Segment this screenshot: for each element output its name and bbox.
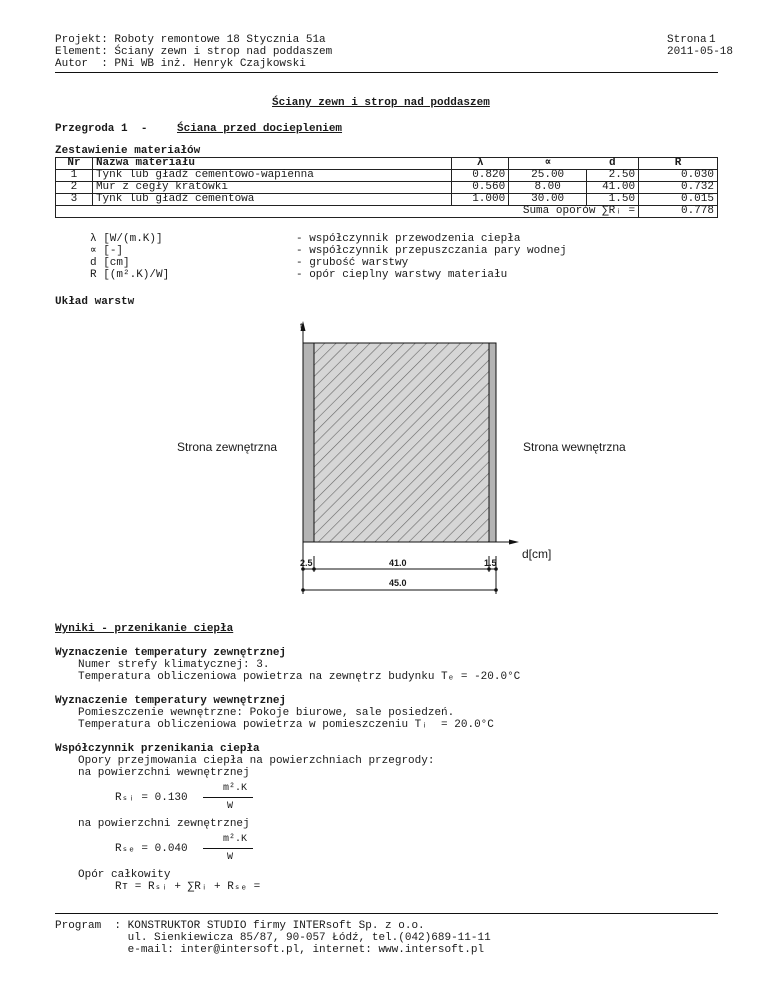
rse-unit-num: m².K bbox=[223, 834, 248, 845]
ext-temp-heading: Wyznaczenie temperatury zewnętrznej bbox=[55, 647, 287, 659]
int-temp-heading: Wyznaczenie temperatury wewnętrznej bbox=[55, 695, 287, 707]
page-number: 1 bbox=[709, 34, 716, 46]
dim-total: 45.0 bbox=[389, 578, 407, 588]
legend-desc: - współczynnik przewodzenia ciepła bbox=[296, 233, 521, 245]
footer-address: ul. Sienkiewicza 85/87, 90-057 Łódź, tel.(042)689-11-11 bbox=[55, 932, 491, 944]
axis-d-label: d[cm] bbox=[522, 547, 552, 561]
legend-symbol: R [(m².K)/W] bbox=[90, 269, 170, 281]
cell-d: 41.00 bbox=[587, 182, 639, 194]
legend-symbol: ∝ [-] bbox=[90, 245, 124, 257]
col-lambda: λ bbox=[452, 158, 509, 170]
cell-name: Mur z cegły kratówki bbox=[92, 182, 451, 194]
inside-label: Strona wewnętrzna bbox=[523, 440, 626, 454]
cell-d: 1.50 bbox=[587, 194, 639, 206]
layer-2 bbox=[314, 343, 489, 542]
cell-name: Tynk lub gładź cementowo-wapienna bbox=[92, 170, 451, 182]
rsi-unit-num: m².K bbox=[223, 783, 248, 794]
footer-divider bbox=[55, 913, 718, 914]
layers-heading: Układ warstw bbox=[55, 296, 135, 308]
cell-lambda: 0.560 bbox=[452, 182, 509, 194]
footer-contact: e-mail: inter@intersoft.pl, internet: www.intersoft.pl bbox=[55, 944, 485, 956]
cell-nr: 2 bbox=[56, 182, 93, 194]
int-temp-line1: Pomieszczenie wewnętrzne: Pokoje biurowe, sale posiedzeń. bbox=[78, 707, 455, 719]
legend-desc: - współczynnik przepuszczania pary wodnej bbox=[296, 245, 567, 257]
legend-symbol: λ [W/(m.K)] bbox=[90, 233, 163, 245]
cell-alpha: 25.00 bbox=[509, 170, 587, 182]
layer-1 bbox=[303, 343, 314, 542]
col-alpha: ∝ bbox=[509, 158, 587, 170]
page-label: Strona bbox=[667, 34, 707, 46]
page-title: Ściany zewn i strop nad poddaszem bbox=[272, 97, 490, 109]
inner-surface-label: na powierzchni wewnętrznej bbox=[78, 767, 250, 779]
header-project: Projekt: Roboty remontowe 18 Stycznia 51a bbox=[55, 34, 326, 46]
rsi-value: Rₛᵢ = 0.130 bbox=[115, 792, 188, 804]
dim-layer-1: 2.5 bbox=[300, 558, 313, 568]
sum-value: 0.778 bbox=[639, 206, 718, 218]
legend-desc: - opór cieplny warstwy materiału bbox=[296, 269, 508, 281]
d-axis-arrow-icon bbox=[509, 540, 519, 545]
rsi-unit-den: W bbox=[227, 801, 234, 812]
col-r: R bbox=[639, 158, 718, 170]
cell-lambda: 0.820 bbox=[452, 170, 509, 182]
layer-3 bbox=[489, 343, 496, 542]
dim-layer-2: 41.0 bbox=[389, 558, 407, 568]
cell-nr: 3 bbox=[56, 194, 93, 206]
cell-lambda: 1.000 bbox=[452, 194, 509, 206]
rse-value: Rₛₑ = 0.040 bbox=[115, 843, 188, 855]
coef-line1: Opory przejmowania ciepła na powierzchniach przegrody: bbox=[78, 755, 435, 767]
col-nr: Nr bbox=[56, 158, 93, 170]
cell-alpha: 8.00 bbox=[509, 182, 587, 194]
outer-surface-label: na powierzchni zewnętrznej bbox=[78, 818, 250, 830]
rsi-fraction-bar bbox=[203, 797, 253, 798]
cell-name: Tynk lub gładź cementowa bbox=[92, 194, 451, 206]
results-heading: Wyniki - przenikanie ciepła bbox=[55, 623, 234, 635]
header-date: 2011-05-18 bbox=[667, 46, 734, 58]
axis-t-label: t bbox=[300, 321, 303, 331]
col-name: Nazwa materiału bbox=[92, 158, 451, 170]
total-resistance-label: Opór całkowity bbox=[78, 869, 171, 881]
rse-unit-den: W bbox=[227, 852, 234, 863]
cell-r: 0.015 bbox=[639, 194, 718, 206]
legend-desc: - grubość warstwy bbox=[296, 257, 409, 269]
cell-r: 0.030 bbox=[639, 170, 718, 182]
header-element: Element: Ściany zewn i strop nad poddaszem bbox=[55, 46, 333, 58]
footer-program: Program : KONSTRUKTOR STUDIO firmy INTERsoft Sp. z o.o. bbox=[55, 920, 425, 932]
col-d: d bbox=[587, 158, 639, 170]
cell-r: 0.732 bbox=[639, 182, 718, 194]
sum-label: Suma oporów ∑Rᵢ = bbox=[56, 206, 639, 218]
partition-name: Ściana przed dociepleniem bbox=[177, 123, 343, 135]
outside-label: Strona zewnętrzna bbox=[177, 440, 278, 454]
total-resistance-formula: Rᴛ = Rₛᵢ + ∑Rᵢ + Rₛₑ = bbox=[115, 881, 261, 893]
cell-alpha: 30.00 bbox=[509, 194, 587, 206]
ext-temp-line2: Temperatura obliczeniowa powietrza na zewnętrz budynku Tₑ = -20.0°C bbox=[78, 671, 521, 683]
materials-heading: Zestawienie materiałów bbox=[55, 145, 201, 157]
cell-d: 2.50 bbox=[587, 170, 639, 182]
dim-layer-3: 1.5 bbox=[484, 558, 497, 568]
rse-fraction-bar bbox=[203, 848, 253, 849]
int-temp-line2: Temperatura obliczeniowa powietrza w pomieszczeniu Tᵢ = 20.0°C bbox=[78, 719, 494, 731]
header-author: Autor : PNi WB inż. Henryk Czajkowski bbox=[55, 58, 306, 70]
legend-symbol: d [cm] bbox=[90, 257, 130, 269]
ext-temp-line1: Numer strefy klimatycznej: 3. bbox=[78, 659, 270, 671]
coef-heading: Współczynnik przenikania ciepła bbox=[55, 743, 260, 755]
cell-nr: 1 bbox=[56, 170, 93, 182]
partition-label: Przegroda 1 - bbox=[55, 123, 148, 135]
